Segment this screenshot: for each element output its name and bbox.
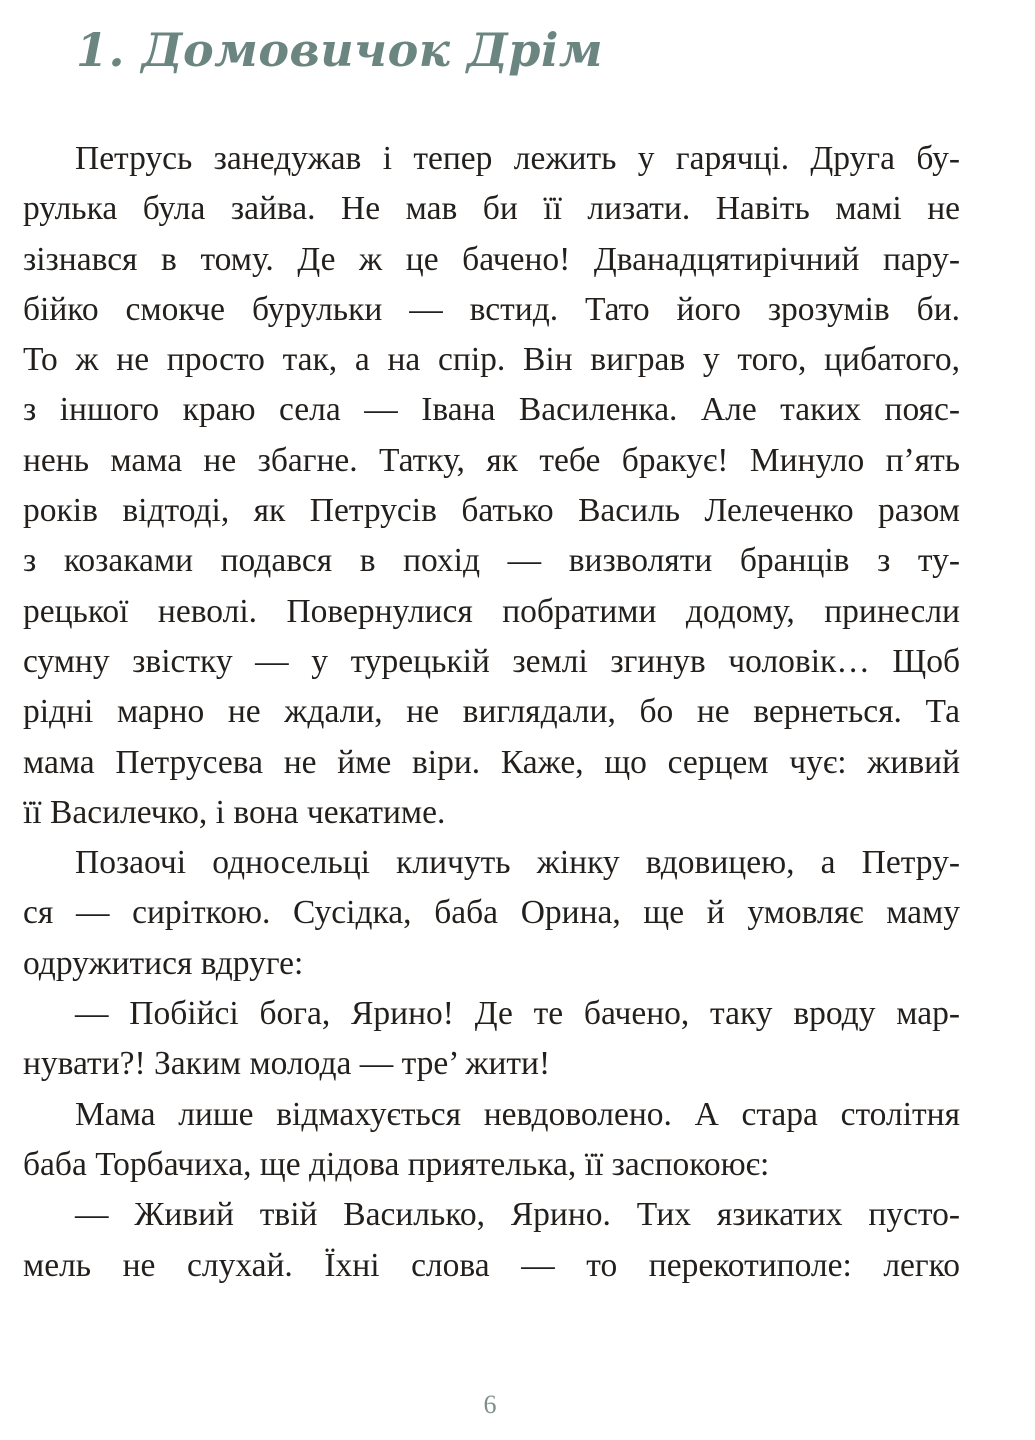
text-line: з іншого краю села — Івана Василенка. Але таких пояс- <box>23 391 960 429</box>
text-line: рулька була зайва. Не мав би її лизати. Навіть мамі не <box>23 190 960 228</box>
text-line: Мама лише відмахується невдоволено. А стара столітня <box>75 1095 960 1133</box>
text-line: То ж не просто так, а на спір. Він виграв у того, цибатого, <box>23 341 960 379</box>
text-line: одружитися вдруге: <box>23 944 304 982</box>
text-line: бійко смокче бурульки — встид. Тато його зрозумів би. <box>23 290 960 328</box>
text-line: Позаочі односельці кличуть жінку вдовицею, а Петру- <box>75 844 960 882</box>
text-line: з козаками подався в похід — визволяти бранців з ту- <box>23 542 960 580</box>
text-line: її Василечко, і вона чекатиме. <box>23 793 446 831</box>
dialogue-line: нувати?! Заким молода — тре’ жити! <box>23 1045 551 1083</box>
dialogue-line: мель не слухай. Їхні слова — то перекотиполе: легко <box>23 1246 960 1284</box>
chapter-title: 1. Домовичок Дрім <box>76 23 604 77</box>
chapter-body <box>23 134 960 1291</box>
text-line: ся — сиріткою. Сусідка, баба Орина, ще й умовляє маму <box>23 894 960 932</box>
text-line: зізнався в тому. Де ж це бачено! Дванадцятирічний пару- <box>23 240 960 278</box>
text-line: Петрусь занедужав і тепер лежить у гарячці. Друга бу- <box>75 140 960 177</box>
dialogue-line: — Живий твій Василько, Ярино. Тих язикатих пусто- <box>75 1196 960 1234</box>
text-line: нень мама не збагне. Татку, як тебе бракує! Минуло п’ять <box>23 441 960 479</box>
text-line: баба Торбачиха, ще дідова приятелька, її заспокоює: <box>23 1145 770 1183</box>
text-line: рецької неволі. Повернулися побратими додому, принесли <box>23 592 960 630</box>
dialogue-line: — Побійсі бога, Ярино! Де те бачено, таку вроду мар- <box>75 995 960 1033</box>
text-line: сумну звістку — у турецькій землі згинув чоловік… Щоб <box>23 642 960 680</box>
page-number: 6 <box>483 1390 497 1419</box>
text-line: років відтоді, як Петрусів батько Василь Лелеченко разом <box>23 492 960 530</box>
text-line: мама Петрусева не йме віри. Каже, що серцем чує: живий <box>23 743 960 781</box>
text-line: рідні марно не ждали, не виглядали, бо не вернеться. Та <box>23 693 960 731</box>
